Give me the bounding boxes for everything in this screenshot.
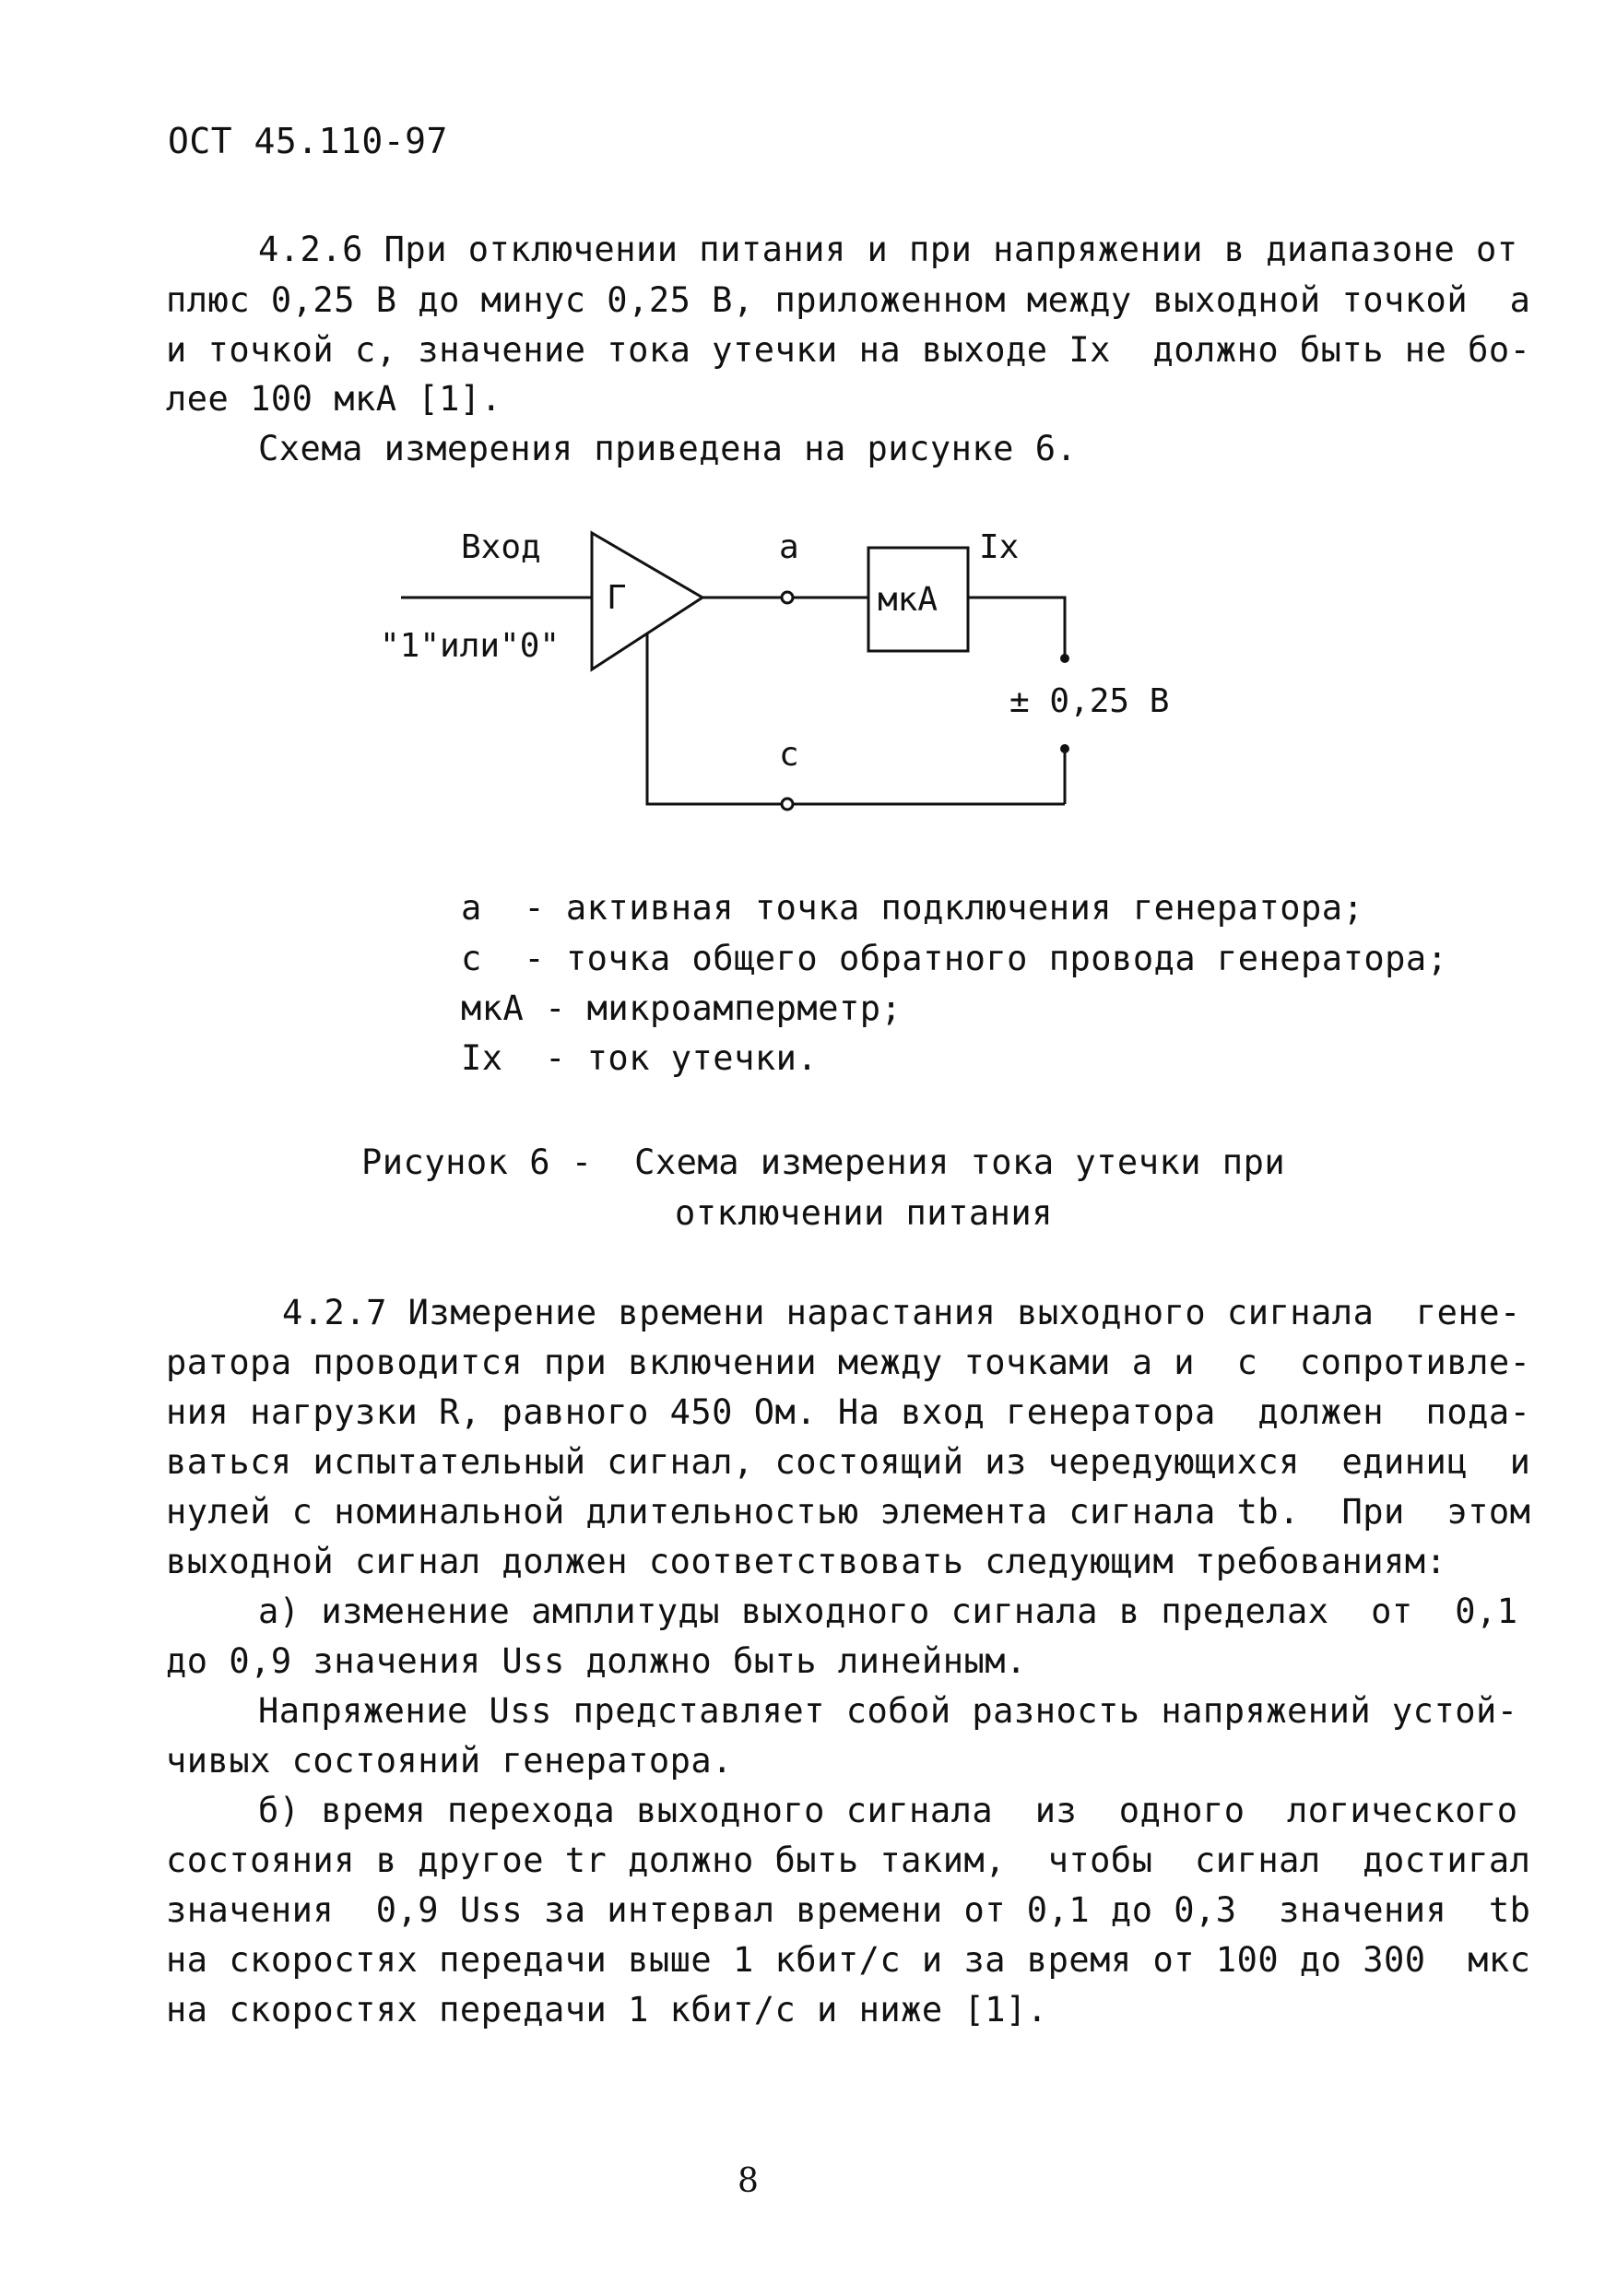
input-label: Вход	[461, 528, 541, 566]
page-number: 8	[738, 2162, 760, 2200]
paragraph-4-2-7-line-6: выходной сигнал должен соответствовать следующим требованиям:	[166, 1542, 1447, 1581]
input-value-label: "1"или"0"	[380, 627, 561, 665]
point-c-label: c	[779, 736, 799, 774]
document-code: ОСТ 45.110-97	[168, 121, 448, 161]
paragraph-4-2-7-line-1: 4.2.7 Измерение времени нарастания выходного сигнала гене-	[282, 1293, 1521, 1332]
paragraph-4-2-6-line-1: 4.2.6 При отключении питания и при напряжении в диапазоне от	[258, 230, 1518, 269]
microammeter-label: мкА	[878, 581, 938, 619]
paragraph-4-2-7-line-3: ния нагрузки R, равного 450 Ом. На вход генератора должен пода-	[166, 1392, 1531, 1432]
terminal-a-circle	[782, 592, 793, 603]
meter-to-source-wire	[968, 598, 1065, 657]
generator-triangle	[592, 533, 702, 669]
paragraph-4-2-7-line-11: б) время перехода выходного сигнала из одного логического	[258, 1791, 1518, 1830]
legend-line-c: c - точка общего обратного провода генератора;	[461, 939, 1448, 978]
terminal-c-circle	[782, 799, 793, 810]
paragraph-4-2-6-line-4: лее 100 мкА [1].	[166, 379, 502, 419]
scheme-reference: Схема измерения приведена на рисунке 6.	[258, 429, 1078, 468]
paragraph-4-2-7-line-7: а) изменение амплитуды выходного сигнала в пределах от 0,1	[258, 1592, 1518, 1631]
source-voltage-label: ± 0,25 В	[1009, 682, 1170, 720]
legend-line-a: a - активная точка подключения генератора;	[461, 888, 1364, 928]
paragraph-4-2-7-line-14: на скоростях передачи выше 1 кбит/с и за время от 100 до 300 мкс	[166, 1940, 1531, 1980]
figure-caption-line-2: отключении питания	[675, 1193, 1053, 1233]
legend-line-ix: Ix - ток утечки.	[461, 1038, 819, 1078]
paragraph-4-2-7-line-8: до 0,9 значения Uss должно быть линейным.	[166, 1641, 1027, 1681]
paragraph-4-2-7-line-12: состояния в другое tr должно быть таким, чтобы сигнал достигал	[166, 1840, 1531, 1880]
common-return-wire	[647, 633, 782, 804]
source-terminal-lower	[1060, 744, 1069, 753]
paragraph-4-2-7-line-15: на скоростях передачи 1 кбит/с и ниже [1].	[166, 1990, 1048, 2030]
paragraph-4-2-7-line-9: Напряжение Uss представляет собой разность напряжений устой-	[258, 1691, 1518, 1731]
paragraph-4-2-7-line-4: ваться испытательный сигнал, состоящий из чередующихся единиц и	[166, 1442, 1531, 1482]
paragraph-4-2-6-line-2: плюс 0,25 В до минус 0,25 В, приложенном между выходной точкой а	[166, 280, 1531, 320]
legend-line-meter: мкА - микроамперметр;	[461, 988, 903, 1028]
figure-caption-line-1: Рисунок 6 - Схема измерения тока утечки при	[361, 1142, 1286, 1182]
paragraph-4-2-7-line-10: чивых состояний генератора.	[166, 1741, 733, 1781]
microammeter-box	[868, 548, 968, 651]
paragraph-4-2-7-line-13: значения 0,9 Uss за интервал времени от 0,1 до 0,3 значения tb	[166, 1890, 1531, 1930]
generator-label: Г	[607, 579, 627, 617]
paragraph-4-2-6-line-3: и точкой с, значение тока утечки на выходе Iх должно быть не бо-	[166, 330, 1531, 370]
paragraph-4-2-7-line-5: нулей с номинальной длительностью элемента сигнала tb. При этом	[166, 1492, 1531, 1532]
leakage-current-label: Ix	[979, 528, 1020, 566]
source-terminal-upper	[1060, 654, 1069, 663]
point-a-label: a	[779, 528, 799, 566]
paragraph-4-2-7-line-2: ратора проводится при включении между точками а и с сопротивле-	[166, 1343, 1531, 1382]
